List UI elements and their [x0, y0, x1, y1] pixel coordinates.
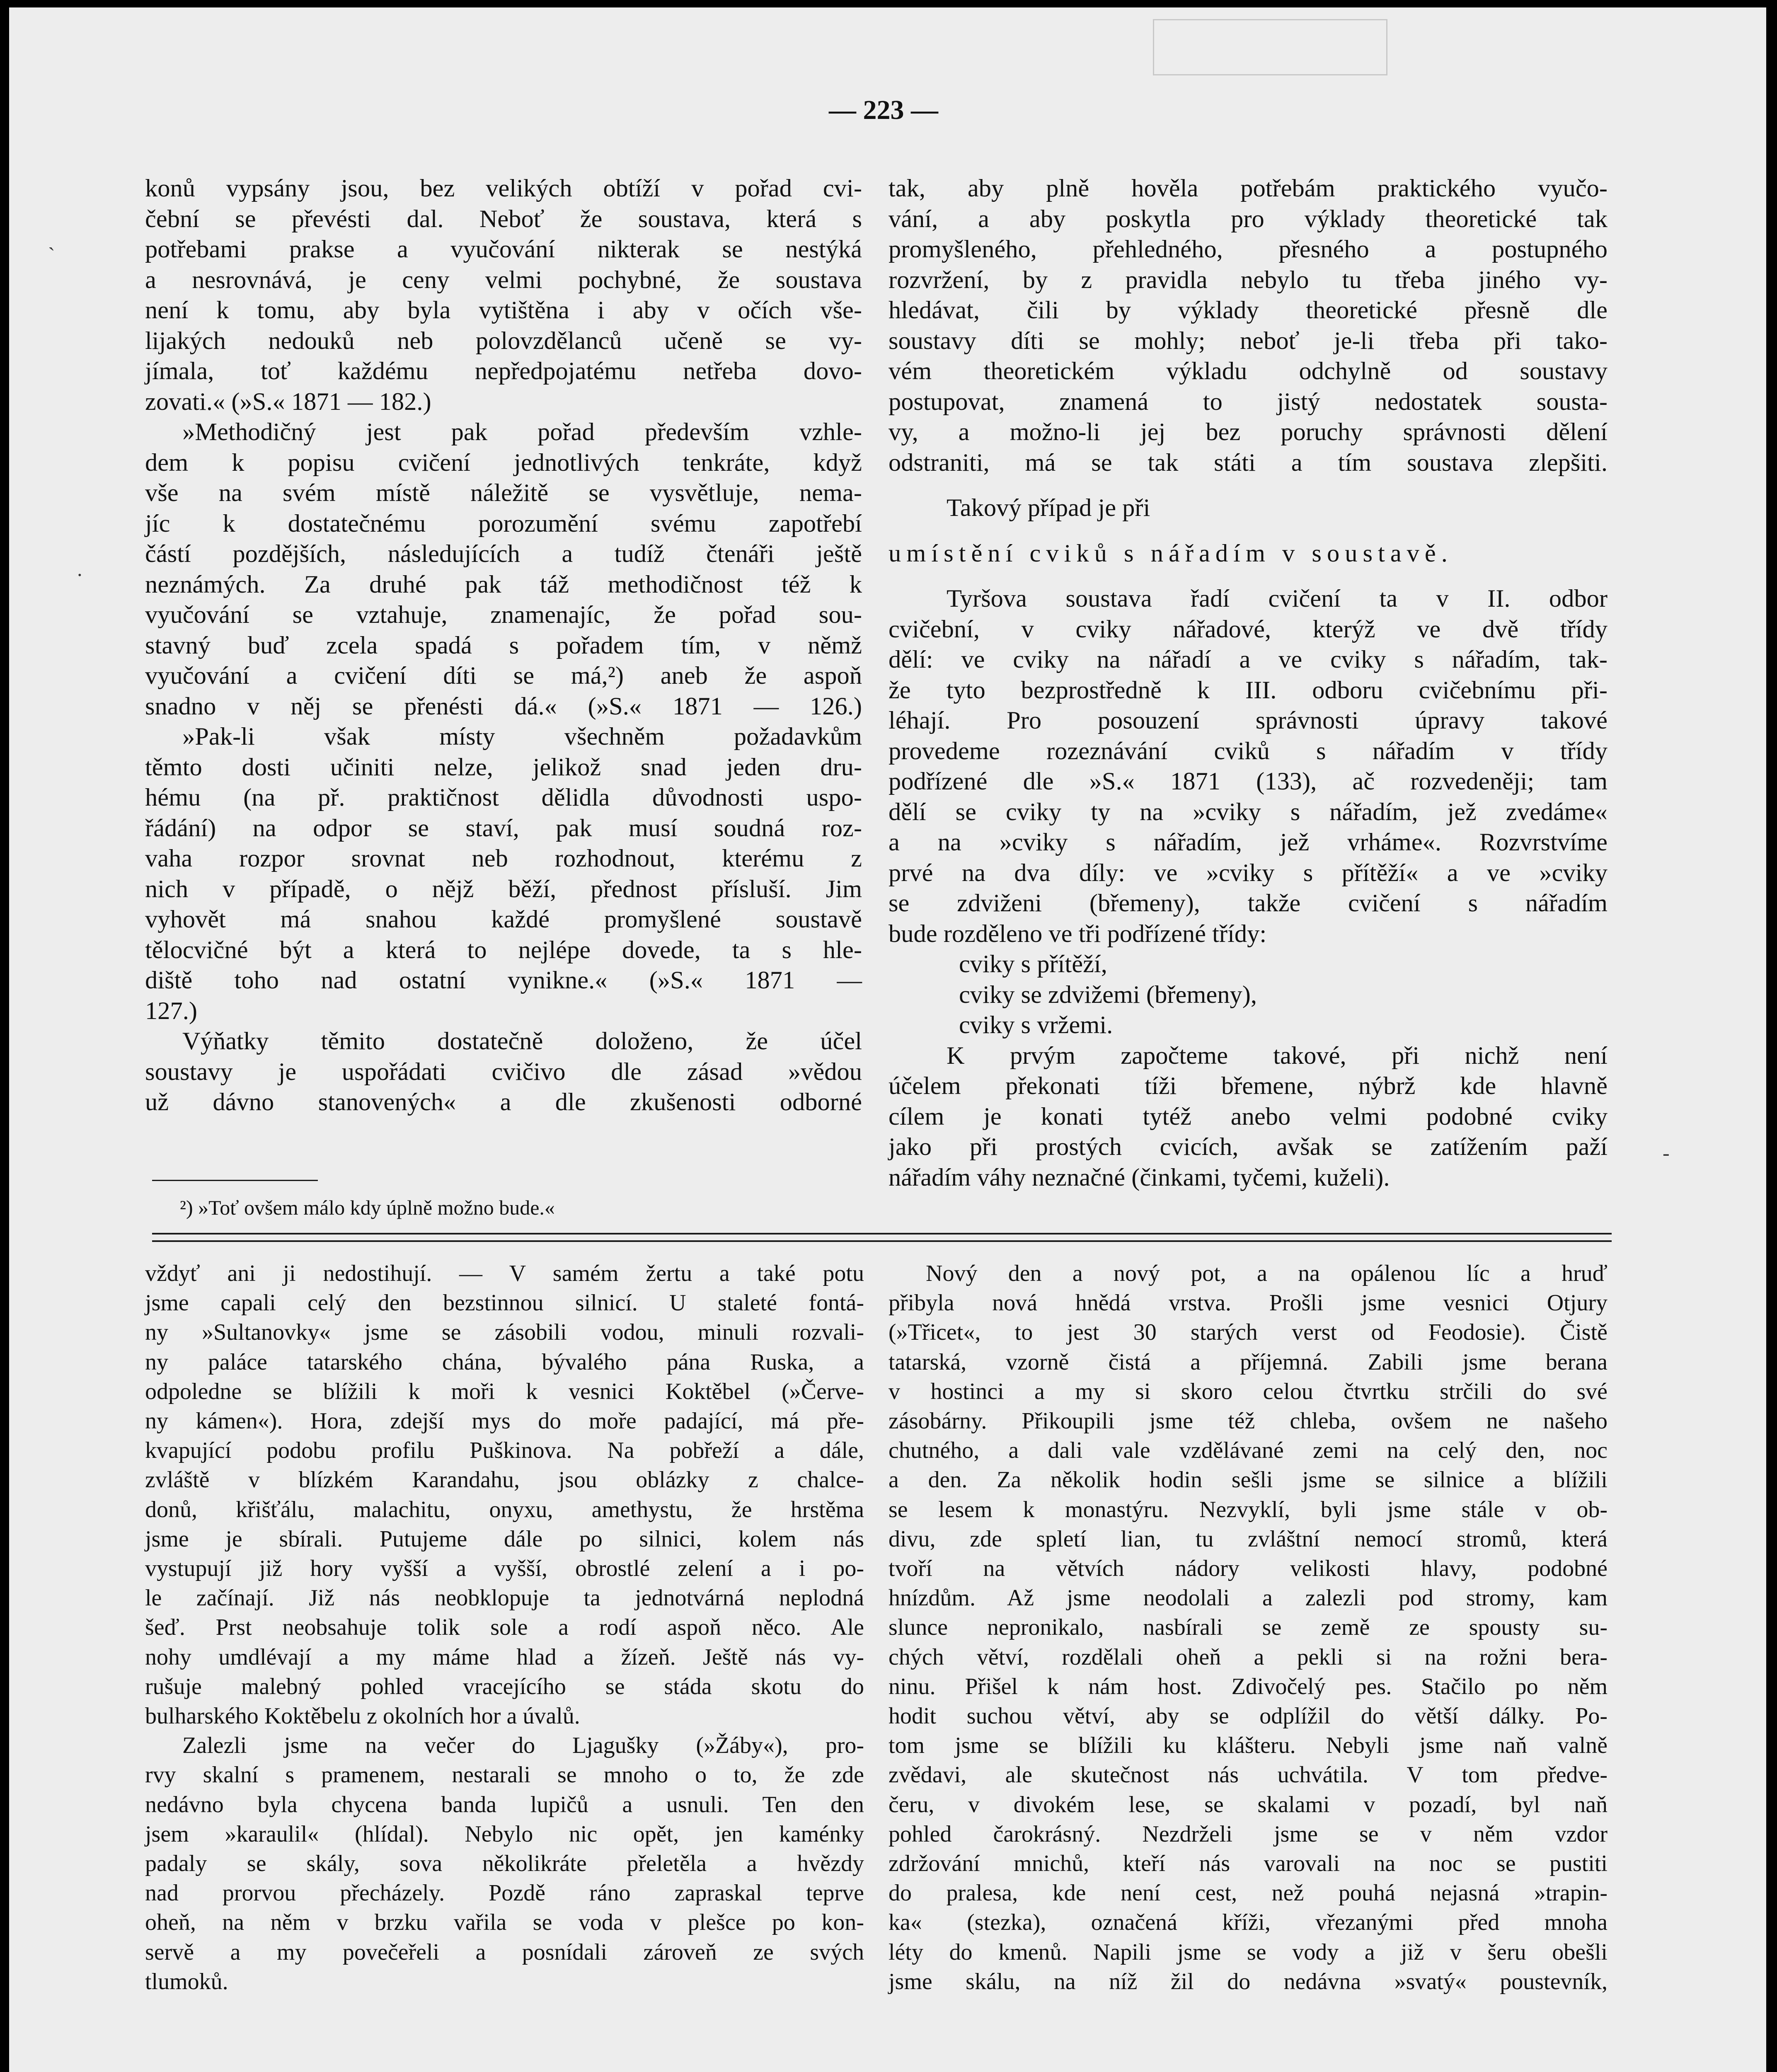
- text-line: vše na svém místě náležitě se vysvětluje, nema-: [145, 479, 862, 507]
- text-line: jsme je sbírali. Putujeme dále po silnici, kolem nás: [145, 1526, 864, 1552]
- text-line: chých větví, rozdělali oheň a pekli si na rožni bera-: [888, 1644, 1608, 1670]
- text-line: vystupují již hory vyšší a vyšší, obrostlé zelení a i po-: [145, 1556, 864, 1582]
- text-line: slunce nepronikalo, nasbírali se země ze spousty su-: [888, 1615, 1608, 1641]
- text-line: se lesem k monastýru. Nezvyklí, byli jsme stále v ob-: [888, 1496, 1608, 1523]
- text-line: zdržování mnichů, kteří nás varovali na noc se pustiti: [888, 1851, 1608, 1877]
- text-line: lijakých nedouků neb polovzdělanců učeně se vy-: [145, 327, 862, 355]
- text-line: vždyť ani ji nedostihují. — V samém žertu a také potu: [145, 1261, 864, 1286]
- text-line: Výňatky těmito dostatečně doloženo, že účel: [182, 1027, 862, 1055]
- text-line: vaha rozpor srovnat neb rozhodnout, kterému z: [145, 845, 862, 872]
- text-line: cviky s vržemi.: [959, 1011, 1113, 1039]
- text-line: divu, zde spletí lian, tu zvláštní nemocí stromů, která: [888, 1526, 1608, 1552]
- text-line: potřebami prakse a vyučování nikterak se nestýká: [145, 235, 862, 263]
- text-line: servě a my povečeřeli a posnídali zároveň ze svých: [145, 1939, 864, 1965]
- text-line: ny kámen«). Hora, zdejší mys do moře padající, má pře-: [145, 1408, 864, 1434]
- text-line: a nesrovnává, je ceny velmi pochybné, že soustava: [145, 266, 862, 294]
- text-line: bude rozděleno ve tři podřízené třídy:: [888, 920, 1267, 948]
- text-line: tak, aby plně hověla potřebám praktického vyučo-: [888, 174, 1608, 202]
- text-line: neznámých. Za druhé pak táž methodičnost též k: [145, 570, 862, 598]
- text-line: rvy skalní s pramenem, nestarali se mnoho o to, že zde: [145, 1762, 864, 1788]
- text-line: a na »cviky s nářadím, jež vrháme«. Rozvrstvíme: [888, 828, 1608, 856]
- text-line: zásobárny. Přikoupili jsme též chleba, ovšem ne našeho: [888, 1408, 1608, 1434]
- text-line: ninu. Přišel k nám host. Zdivočelý pes. Stačilo po něm: [888, 1673, 1608, 1699]
- text-line: bulharského Koktěbelu z okolních hor a úvalů.: [145, 1703, 580, 1729]
- text-line: tom jsme se blížili ku klášteru. Nebyli jsme naň valně: [888, 1733, 1608, 1759]
- text-line: vém theoretickém výkladu odchylně od soustavy: [888, 357, 1608, 385]
- text-line: ny »Sultanovky« jsme se zásobili vodou, minuli rozvali-: [145, 1319, 864, 1346]
- lower-right-column: [888, 1259, 1608, 1997]
- text-line: Zalezli jsme na večer do Ljagušky (»Žáby«), pro-: [182, 1733, 864, 1759]
- text-line: diště toho nad ostatní vynikne.« (»S.« 1871 —: [145, 966, 862, 994]
- text-line: jíc k dostatečnému porozumění svému zapotřebí: [145, 509, 862, 537]
- text-line: (»Třicet«, to jest 30 starých verst od Feodosie). Čistě: [888, 1319, 1608, 1346]
- section-divider-bottom: [152, 1240, 1612, 1242]
- text-line: tělocvičné být a která to nejlépe dovede, ta s hle-: [145, 936, 862, 964]
- text-line: jsme skálu, na níž žil do nedávna »svatý« poustevník,: [888, 1968, 1608, 1995]
- text-line: Takový případ je při: [947, 494, 1150, 522]
- footnote: ²) »Toť ovšem málo kdy úplně možno bude.«: [180, 1196, 555, 1219]
- upper-left-column: [145, 173, 862, 1118]
- text-line: dem k popisu cvičení jednotlivých tenkráte, když: [145, 448, 862, 477]
- text-line: soustavy díti se mohly; neboť je-li třeba při tako-: [888, 327, 1608, 355]
- text-line: postupovat, znamená to jistý nedostatek sousta-: [888, 387, 1608, 416]
- text-line: že tyto bezprostředně k III. odboru cvičebnímu při-: [888, 676, 1608, 704]
- text-line: ny paláce tatarského chána, bývalého pána Ruska, a: [145, 1349, 864, 1375]
- text-line: pohled čarokrásný. Nezdrželi jsme se v něm vzdor: [888, 1821, 1608, 1847]
- page-number: — 223 —: [829, 95, 938, 125]
- text-line: šeď. Prst neobsahuje tolik sole a rodí aspoň něco. Ale: [145, 1615, 864, 1641]
- text-line: léty do kmenů. Napili jsme se vody a již v šeru obešli: [888, 1939, 1608, 1965]
- text-line: soustavy je uspořádati cvičivo dle zásad »vědou: [145, 1058, 862, 1086]
- text-line: účelem překonati tíži břemene, nýbrž kde hlavně: [888, 1072, 1608, 1100]
- text-line: Tyršova soustava řadí cvičení ta v II. odbor: [947, 585, 1608, 612]
- text-line: »Methodičný jest pak pořad především vzhle-: [182, 418, 862, 446]
- text-line: le začínají. Již nás neobklopuje ta jednotvárná neplodná: [145, 1585, 864, 1611]
- text-line: snadno v něj se přenésti dá.« (»S.« 1871 — 126.): [145, 692, 862, 720]
- text-line: čební se převésti dal. Neboť že soustava, která s: [145, 205, 862, 233]
- text-line: hodit suchou větví, aby se odplížil do větší dálky. Po-: [888, 1703, 1608, 1729]
- text-line: řádání) na odpor se staví, pak musí soudná roz-: [145, 814, 862, 842]
- text-line: vyhovět má snahou každé promyšlené soustavě: [145, 905, 862, 933]
- text-line: padaly se skály, sova několikráte přeletěla a hvězdy: [145, 1851, 864, 1877]
- lower-left-column: [145, 1259, 864, 1997]
- text-line: Nový den a nový pot, a na opálenou líc a hruď: [926, 1261, 1608, 1286]
- text-line: do pralesa, kde není cest, než pouhá nejasná »trapin-: [888, 1880, 1608, 1906]
- text-line: cvičební, v cviky nářadové, kterýž ve dvě třídy: [888, 615, 1608, 643]
- text-line: podřízené dle »S.« 1871 (133), ač rozvedeněji; tam: [888, 767, 1608, 795]
- text-line: »Pak-li však místy všechněm požadavkům: [182, 723, 862, 750]
- text-line: 127.): [145, 997, 198, 1025]
- text-line: K prvým započteme takové, při nichž není: [947, 1041, 1608, 1070]
- margin-mark: `: [48, 243, 55, 266]
- text-line: umístění cviků s nářadím v soustavě.: [888, 539, 1453, 567]
- text-line: hledávat, čili by výklady theoretické přesně dle: [888, 296, 1608, 324]
- text-line: přibyla nová hnědá vrstva. Prošli jsme vesnici Otjury: [888, 1290, 1608, 1316]
- text-line: zovati.« (»S.« 1871 — 182.): [145, 387, 431, 416]
- text-line: ka« (stezka), označená kříži, vřezanými před mnoha: [888, 1910, 1608, 1936]
- text-line: dělí se cviky ty na »cviky s nářadím, jež zvedáme«: [888, 798, 1608, 826]
- text-line: dělí: ve cviky na nářadí a ve cviky s nářadím, tak-: [888, 646, 1608, 673]
- text-line: donů, křišťálu, malachitu, onyxu, amethystu, že hrstěma: [145, 1496, 864, 1523]
- text-line: není k tomu, aby byla vytištěna i aby v očích vše-: [145, 296, 862, 324]
- margin-mark: -: [1663, 1141, 1670, 1164]
- text-line: provedeme rozeznávání cviků s nářadím v třídy: [888, 737, 1608, 765]
- text-line: vy, a možno-li jej bez poruchy správnosti dělení: [888, 418, 1608, 446]
- text-line: cviky s přítěží,: [959, 950, 1107, 978]
- section-divider-top: [152, 1233, 1612, 1234]
- text-line: vyučování a cvičení díti se má,²) aneb že aspoň: [145, 662, 862, 690]
- text-line: nářadím váhy neznačné (činkami, tyčemi, kuželi).: [888, 1163, 1390, 1191]
- text-line: částí pozdějších, následujících a tudíž čtenáři ještě: [145, 540, 862, 568]
- text-line: se zdviženi (břemeny), takže cvičení s nářadím: [888, 889, 1608, 917]
- text-line: hému (na př. praktičnost dělidla důvodnosti uspo-: [145, 784, 862, 811]
- text-line: tlumoků.: [145, 1968, 228, 1995]
- text-line: odpoledne se blížili k moři k vesnici Koktěbel (»Červe-: [145, 1378, 864, 1404]
- text-line: tatarská, vzorně čistá a příjemná. Zabili jsme berana: [888, 1349, 1608, 1375]
- text-line: konů vypsány jsou, bez velikých obtíží v pořad cvi-: [145, 174, 862, 202]
- text-line: nohy umdlévají a my máme hlad a žízeň. Ještě nás vy-: [145, 1644, 864, 1670]
- library-stamp-mark: [1153, 19, 1387, 75]
- text-line: těmto dosti učiniti nelze, jelikož snad jeden dru-: [145, 753, 862, 781]
- text-line: promyšleného, přehledného, přesného a postupného: [888, 235, 1608, 263]
- text-line: jako při prostých cvicích, avšak se zatížením paží: [888, 1133, 1608, 1161]
- text-line: už dávno stanovených« a dle zkušenosti odborné: [145, 1088, 862, 1116]
- text-line: jímala, toť každému nepředpojatému netřeba dovo-: [145, 357, 862, 385]
- text-line: čeru, v divokém lese, se skalami v pozadí, byl naň: [888, 1791, 1608, 1818]
- text-line: zvědavi, ale skutečnost nás uchvátila. V tom předve-: [888, 1762, 1608, 1788]
- text-line: v hostinci a my si skoro celou čtvrtku strčili do své: [888, 1378, 1608, 1404]
- upper-right-column: [888, 173, 1608, 1193]
- text-line: vyučování se vztahuje, znamenajíc, že pořad sou-: [145, 601, 862, 629]
- text-line: oheň, na něm v brzku vařila se voda v plešce po kon-: [145, 1910, 864, 1936]
- scanned-page: [9, 7, 1766, 2072]
- text-line: jsem »karaulil« (hlídal). Nebylo nic opět, jen kaménky: [145, 1821, 864, 1847]
- text-line: rozvržení, by z pravidla nebylo tu třeba jiného vy-: [888, 266, 1608, 294]
- text-line: nad prorvou přecházely. Pozdě ráno zapraskal teprve: [145, 1880, 864, 1906]
- text-line: cviky se zdvižemi (břemeny),: [959, 980, 1257, 1009]
- text-line: prvé na dva díly: ve »cviky s přítěží« a ve »cviky: [888, 859, 1608, 887]
- text-line: nedávno byla chycena banda lupičů a usnuli. Ten den: [145, 1791, 864, 1818]
- text-line: léhají. Pro posouzení správnosti úpravy takové: [888, 707, 1608, 734]
- text-line: chutného, a dali vale vzdělávané zemi na celý den, noc: [888, 1438, 1608, 1464]
- text-line: kvapující podobu profilu Puškinova. Na pobřeží a dále,: [145, 1438, 864, 1464]
- text-line: vání, a aby poskytla pro výklady theoretické tak: [888, 205, 1608, 233]
- text-line: a den. Za několik hodin sešli jsme se silnice a blížili: [888, 1467, 1608, 1493]
- margin-mark: ·: [76, 563, 83, 586]
- text-line: jsme capali celý den bezstinnou silnicí. U staleté fontá-: [145, 1290, 864, 1316]
- footnote-rule: [152, 1180, 318, 1181]
- text-line: nich v případě, o nějž běží, přednost přísluší. Jim: [145, 875, 862, 903]
- text-line: odstraniti, má se tak státi a tím soustava zlepšiti.: [888, 448, 1608, 477]
- text-line: zvláště v blízkém Karandahu, jsou oblázky z chalce-: [145, 1467, 864, 1493]
- text-line: stavný buď zcela spadá s pořadem tím, v němž: [145, 631, 862, 659]
- text-line: hnízdům. Až jsme neodolali a zalezli pod stromy, kam: [888, 1585, 1608, 1611]
- text-line: cílem je konati tytéž anebo velmi podobné cviky: [888, 1102, 1608, 1130]
- text-line: tvoří na větvích nádory velikosti hlavy, podobné: [888, 1556, 1608, 1582]
- text-line: rušuje malebný pohled vracejícího se stáda skotu do: [145, 1673, 864, 1699]
